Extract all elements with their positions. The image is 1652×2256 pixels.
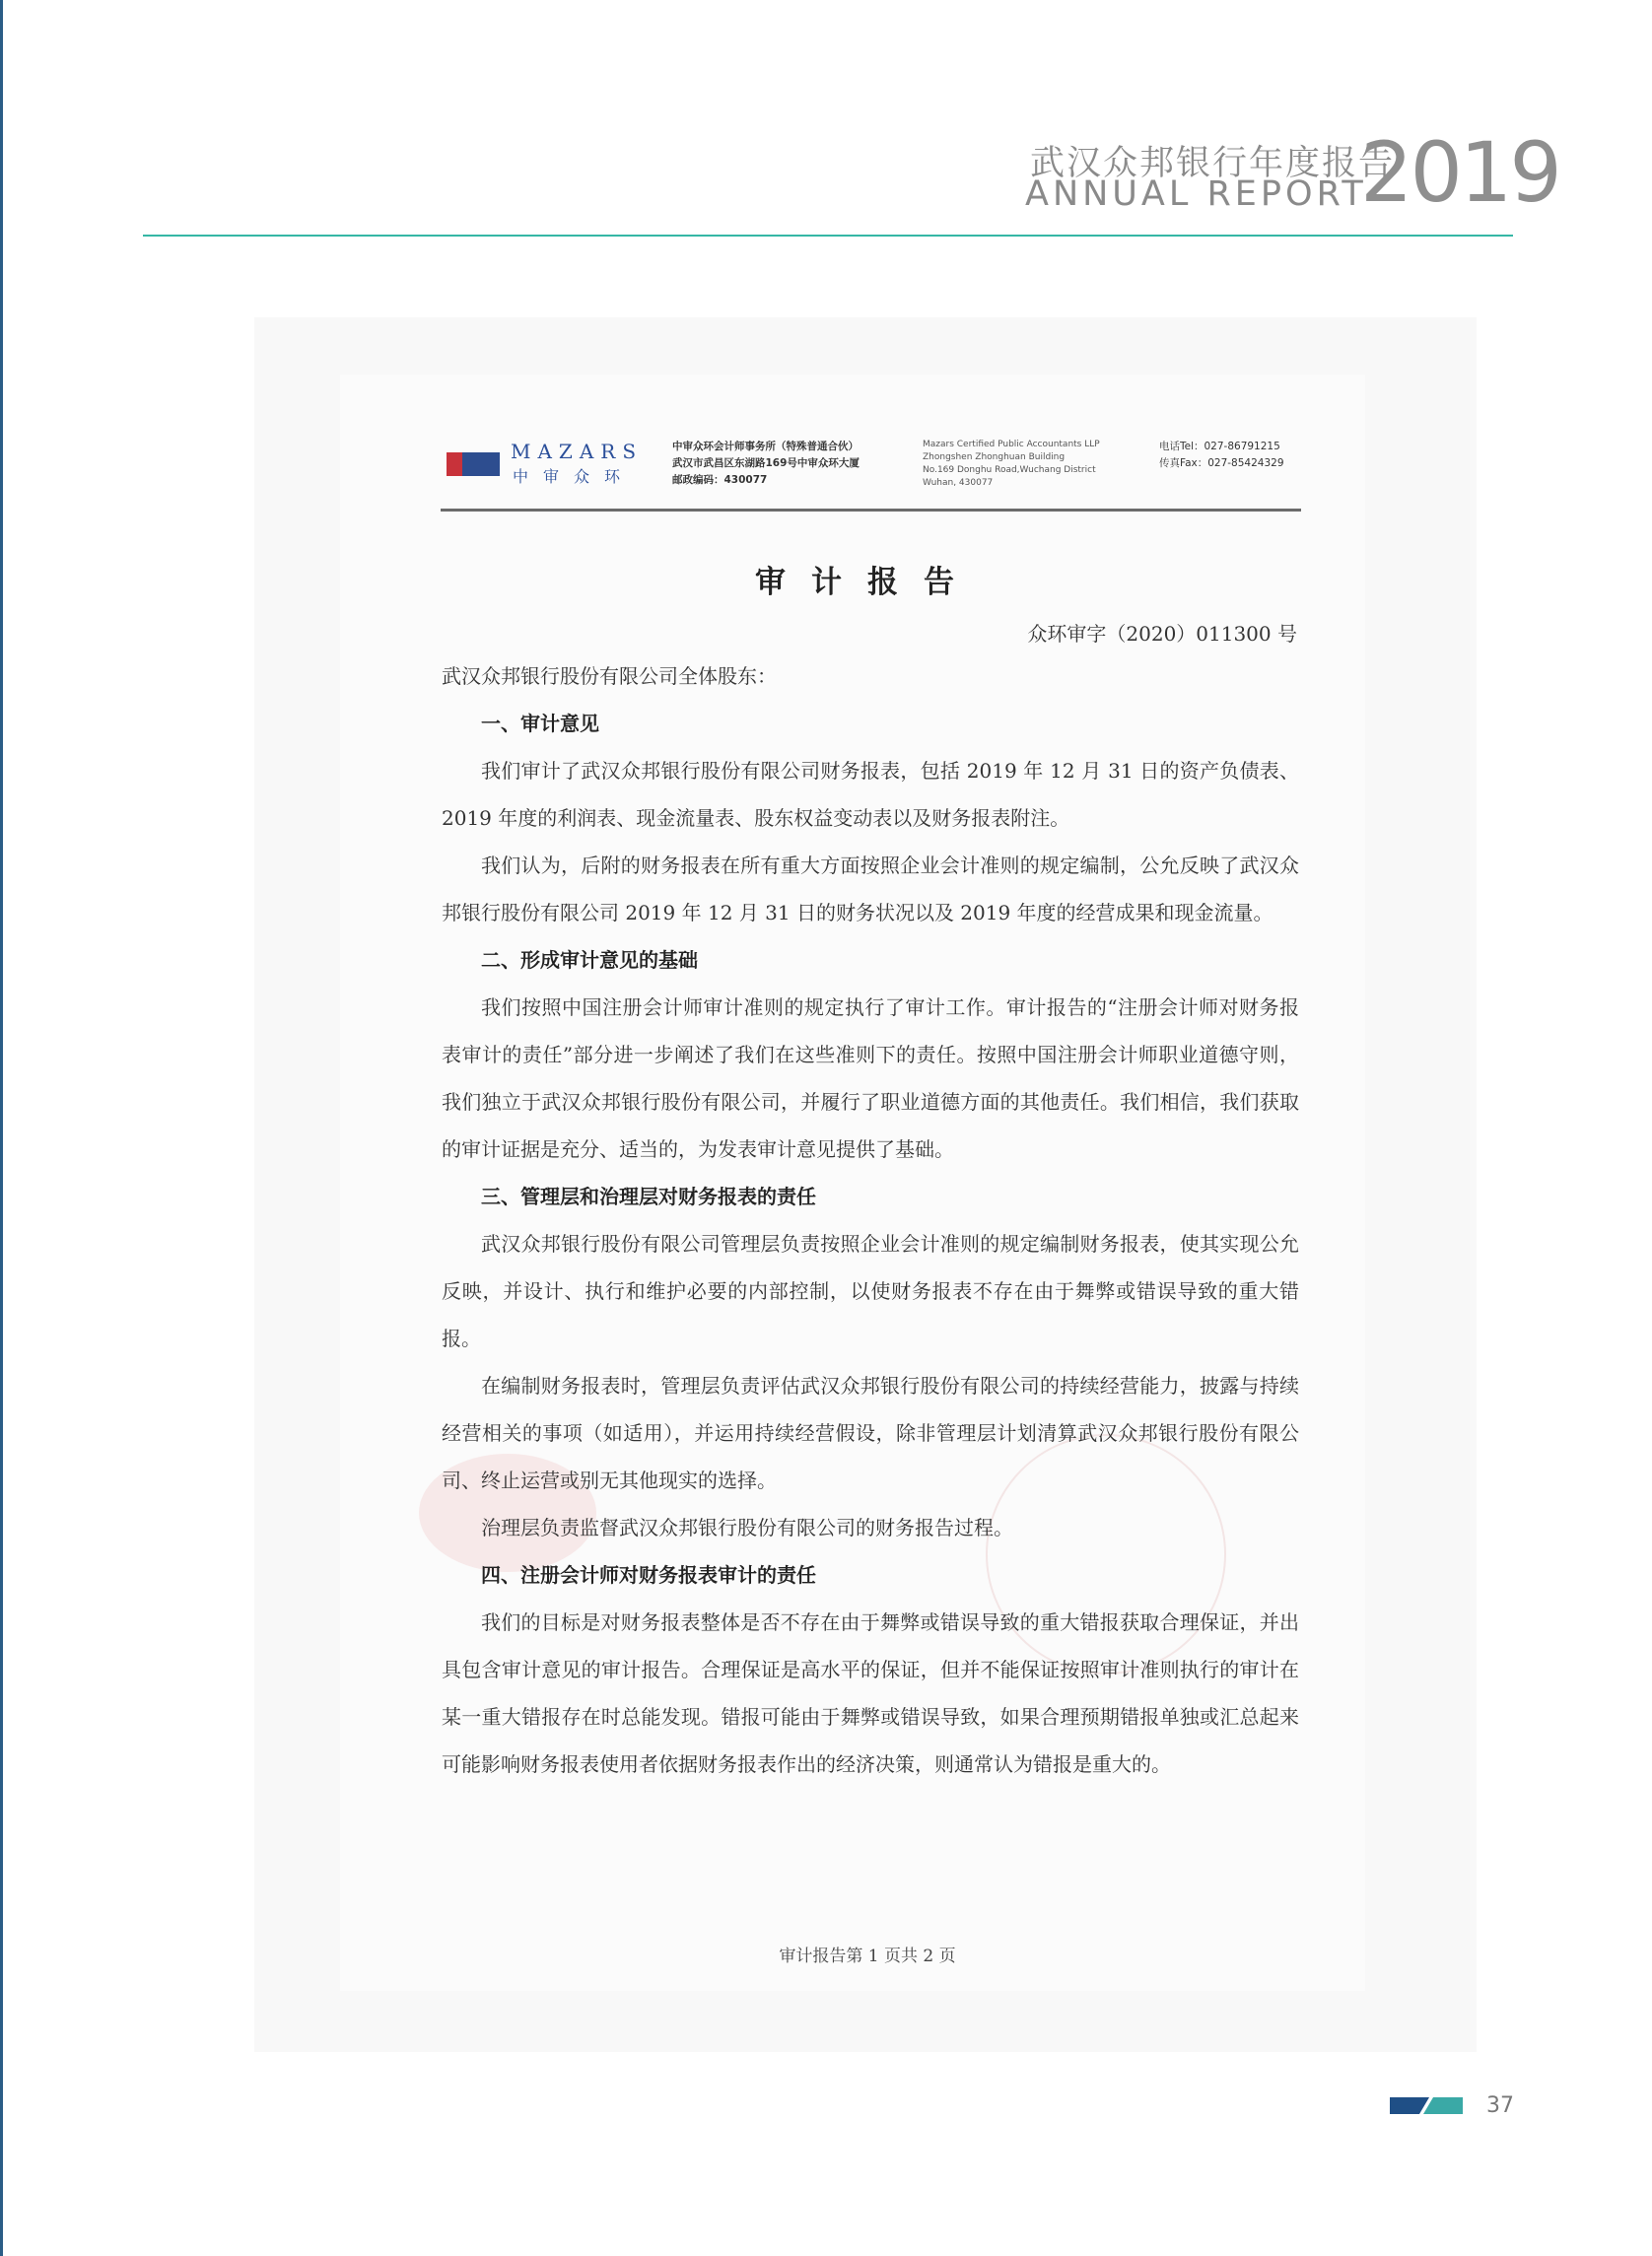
page-marker-icon <box>1390 2097 1463 2114</box>
section-heading: 一、审计意见 <box>481 712 599 735</box>
firm-name-en: Mazars Certified Public Accountants LLP <box>923 440 1100 449</box>
mazars-logo-icon <box>447 452 500 476</box>
letterhead-divider <box>441 509 1301 512</box>
letterhead-firm-cn <box>672 439 860 489</box>
report-title-en: ANNUAL REPORT <box>1025 174 1367 214</box>
letterhead-contact <box>1159 439 1284 472</box>
report-title-cn: 武汉众邦银行年度报告 <box>1030 144 1396 183</box>
body-paragraph: 治理层负责监督武汉众邦银行股份有限公司的财务报告过程。 <box>481 1516 1013 1539</box>
document-body <box>442 700 1299 1788</box>
brand-name-cn: 中审众环 <box>513 467 636 486</box>
contact-tel: 电话Tel：027-86791215 <box>1159 441 1280 452</box>
body-paragraph: 在编制财务报表时，管理层负责评估武汉众邦银行股份有限公司的持续经营能力，披露与持续经营相关的事项（如适用），并运用持续经营假设，除非管理层计划清算武汉众邦银行股份有限公司、终止运营或别无其他现实的选择。 <box>442 1374 1299 1492</box>
firm-street-en: No.169 Donghu Road,Wuchang District <box>923 465 1096 475</box>
header-divider <box>143 235 1513 237</box>
body-paragraph: 我们的目标是对财务报表整体是否不存在由于舞弊或错误导致的重大错报获取合理保证，并出具包含审计意见的审计报告。合理保证是高水平的保证，但并不能保证按照审计准则执行的审计在某一重大错报存在时总能发现。错报可能由于舞弊或错误导致，如果合理预期错报单独或汇总起来可能影响财务报表使用者依据财务报表作出的经济决策，则通常认为错报是重大的。 <box>442 1610 1299 1776</box>
section-heading: 三、管理层和治理层对财务报表的责任 <box>481 1185 816 1208</box>
letterhead-firm-en <box>923 439 1100 490</box>
document-page-footer: 审计报告第 1 页共 2 页 <box>779 1947 956 1966</box>
left-edge-rule <box>0 0 3 2256</box>
contact-fax: 传真Fax：027-85424329 <box>1159 457 1284 469</box>
addressee: 武汉众邦银行股份有限公司全体股东： <box>442 664 777 688</box>
firm-city-en: Wuhan, 430077 <box>923 478 994 488</box>
section-heading: 二、形成审计意见的基础 <box>481 948 698 972</box>
page-number: 37 <box>1486 2093 1514 2118</box>
brand-name-en: MAZARS <box>511 440 644 463</box>
document-reference-number: 众环审字（2020）011300 号 <box>1027 622 1297 646</box>
body-paragraph: 我们认为，后附的财务报表在所有重大方面按照企业会计准则的规定编制，公允反映了武汉众邦银行股份有限公司 2019 年 12 月 31 日的财务状况以及 2019 年度的经营成果和现金流量。 <box>442 854 1299 924</box>
firm-building-en: Zhongshen Zhonghuan Building <box>923 452 1066 462</box>
section-heading: 四、注册会计师对财务报表审计的责任 <box>481 1563 816 1587</box>
body-paragraph: 武汉众邦银行股份有限公司管理层负责按照企业会计准则的规定编制财务报表，使其实现公允反映，并设计、执行和维护必要的内部控制，以使财务报表不存在由于舞弊或错误导致的重大错报。 <box>442 1232 1299 1350</box>
firm-address-cn: 武汉市武昌区东湖路169号中审众环大厦 <box>672 457 860 469</box>
body-paragraph: 我们按照中国注册会计师审计准则的规定执行了审计工作。审计报告的“注册会计师对财务报表审计的责任”部分进一步阐述了我们在这些准则下的责任。按照中国注册会计师职业道德守则，我们独立于武汉众邦银行股份有限公司，并履行了职业道德方面的其他责任。我们相信，我们获取的审计证据是充分、适当的，为发表审计意见提供了基础。 <box>442 995 1299 1161</box>
report-year: 2019 <box>1360 124 1559 221</box>
body-paragraph: 我们审计了武汉众邦银行股份有限公司财务报表，包括 2019 年 12 月 31 日的资产负债表、2019 年度的利润表、现金流量表、股东权益变动表以及财务报表附注。 <box>442 759 1299 830</box>
document-title: 审计报告 <box>755 565 980 600</box>
firm-postcode-cn: 邮政编码：430077 <box>672 474 768 486</box>
firm-name-cn: 中审众环会计师事务所（特殊普通合伙） <box>672 441 859 452</box>
